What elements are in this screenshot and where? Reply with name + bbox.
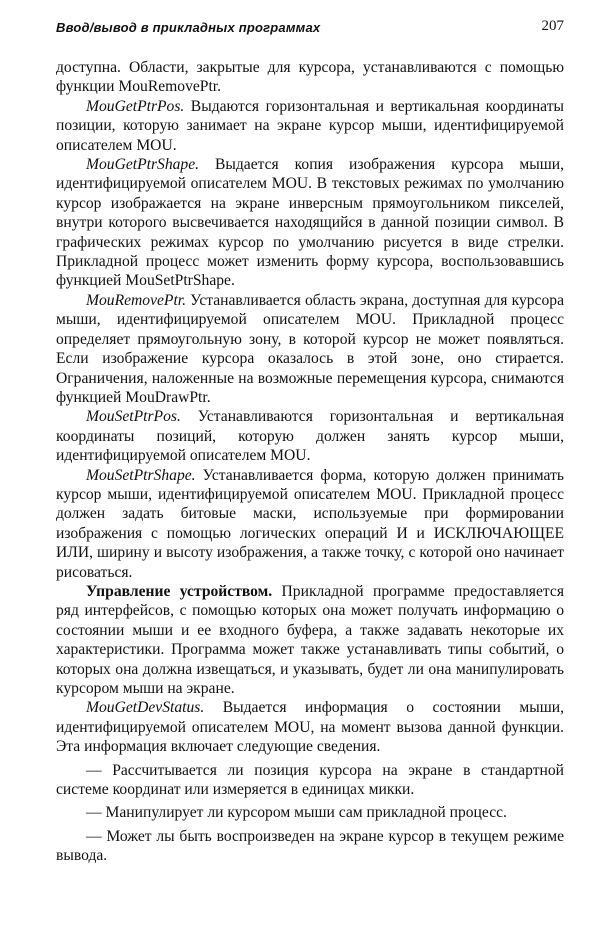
paragraph-device-control bbox=[56, 582, 564, 698]
page-header bbox=[56, 18, 564, 42]
paragraph-continuation bbox=[56, 58, 564, 97]
paragraph-mougetdevstatus bbox=[56, 698, 564, 756]
section-heading: Управление устройством. bbox=[86, 582, 273, 600]
paragraph-text: Устанавливается форма, которую должен принимать курсор мыши, идентифицируемой описателем MOU. Прикладной процесс должен задать битовые маски, используемые при формировании изображения с помощью логических операций И и ИСКЛЮЧАЮЩЕЕ ИЛИ, ширину и высоту изображения, а также точку, с которой оно начинает рисоваться. bbox=[56, 466, 564, 581]
running-title: Ввод/вывод в прикладных программах bbox=[56, 20, 321, 35]
paragraph-mousetptrpos bbox=[56, 407, 564, 465]
paragraph-mougetptrpos bbox=[56, 97, 564, 155]
page-body bbox=[56, 58, 564, 866]
paragraph-text: доступна. Области, закрытые для курсора, устанавливаются с помощью функции MouRemovePtr. bbox=[56, 59, 564, 96]
function-name: MouRemovePtr. bbox=[86, 291, 187, 309]
paragraph-mousetptrshape bbox=[56, 466, 564, 582]
paragraph-text: Выдается копия изображения курсора мыши, идентифицируемой описателем MOU. В текстовых режимах по умолчанию курсор изображается на экране инверсным прямоугольником пикселей, внутри которого высвечивается находящийся в данной позиции символ. В графических режимах курсор по умолчанию рисуется в виде стрелки. Прикладной процесс может изменить форму курсора, воспользовавшись функцией MouSetPtrShape. bbox=[56, 156, 564, 290]
paragraph-text: Прикладной программе предоставляется ряд интерфейсов, с помощью которых она может получать информацию о состоянии мыши и ее входного буфера, а также задавать некоторые их характеристики. Программа может также устанавливать типы событий, о которых она должна извещаться, и указывать, будет ли она манипулировать курсором мыши на экране. bbox=[56, 582, 564, 697]
function-name: MouGetPtrPos. bbox=[86, 97, 185, 115]
function-name: MouSetPtrShape. bbox=[86, 466, 196, 484]
function-name: MouGetDevStatus. bbox=[86, 699, 205, 717]
page-number: 207 bbox=[541, 18, 564, 34]
list-item: — Может лы быть воспроизведен на экране курсор в текущем режиме вывода. bbox=[56, 827, 564, 865]
paragraph-text: Устанавливается область экрана, доступная для курсора мыши, идентифицируемой описателем MOU. Прикладной процесс определяет прямоугольную зону, в которой курсор не может появляться. Если изображение курсора оказалось в этой зоне, оно стирается. Ограничения, наложенные на возможные перемещения курсора, снимаются функцией MouDrawPtr. bbox=[56, 291, 564, 406]
paragraph-mouremoveptr bbox=[56, 291, 564, 407]
paragraph-text: Выдаются горизонтальная и вертикальная координаты позиции, которую занимает на экране курсор мыши, идентифицируемой описателем MOU. bbox=[56, 97, 564, 154]
list-item: — Рассчитывается ли позиция курсора на экране в стандартной системе координат или измеряется в единицах микки. bbox=[56, 761, 564, 799]
function-name: MouGetPtrShape. bbox=[86, 156, 200, 174]
paragraph-mougetptrshape bbox=[56, 155, 564, 291]
paragraph-text: Выдается информация о состоянии мыши, идентифицируемой описателем MOU, на момент вызова данной функции. Эта информация включает следующие сведения. bbox=[56, 699, 564, 756]
paragraph-text: Устанавливаются горизонтальная и вертикальная координаты позиций, которую должен занять курсор мыши, идентифицируемой описателем MOU. bbox=[56, 408, 564, 465]
function-name: MouSetPtrPos. bbox=[86, 408, 181, 426]
list-item: — Манипулирует ли курсором мыши сам прикладной процесс. bbox=[86, 804, 507, 822]
